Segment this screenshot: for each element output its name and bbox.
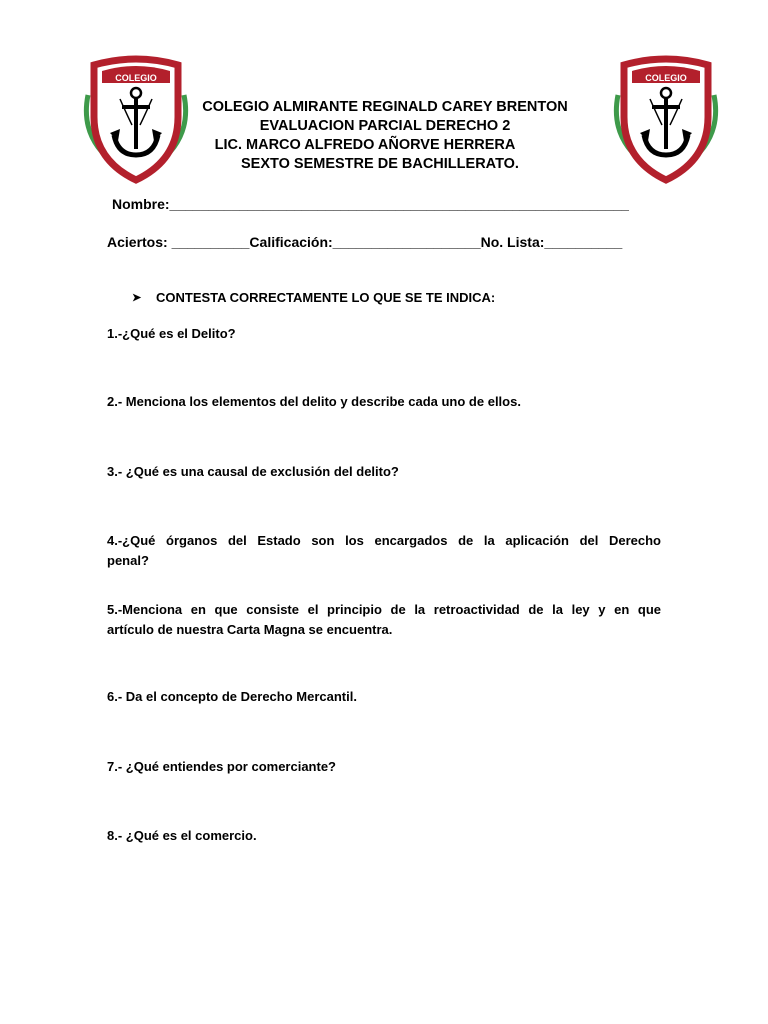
arrow-bullet-icon: ➤ — [132, 292, 142, 304]
question-8: 8.- ¿Qué es el comercio. — [107, 828, 257, 843]
question-4-line-1: 4.-¿Qué órganos del Estado son los encargados de la aplicación del Derecho — [107, 533, 661, 548]
instruction — [132, 290, 495, 305]
question-5-line-2: artículo de nuestra Carta Magna se encuentra. — [107, 622, 393, 637]
question-7: 7.- ¿Qué entiendes por comerciante? — [107, 759, 336, 774]
semester-label: SEXTO SEMESTRE DE BACHILLERATO. — [241, 156, 519, 172]
question-4-line-2: penal? — [107, 553, 149, 568]
crest-label: COLEGIO — [645, 73, 687, 83]
exam-title: EVALUACION PARCIAL DERECHO 2 — [259, 118, 511, 134]
question-5-line-1: 5.-Menciona en que consiste el principio de la retroactividad de la ley y en que — [107, 602, 661, 617]
score-fields[interactable]: Aciertos: __________Calificación:___________________No. Lista:__________ — [107, 234, 623, 250]
question-3: 3.- ¿Qué es una causal de exclusión del delito? — [107, 464, 399, 479]
school-name: COLEGIO ALMIRANTE REGINALD CAREY BRENTON — [202, 99, 568, 115]
question-2: 2.- Menciona los elementos del delito y describe cada uno de ellos. — [107, 394, 521, 409]
school-crest-right — [610, 55, 722, 185]
question-6: 6.- Da el concepto de Derecho Mercantil. — [107, 689, 357, 704]
question-5 — [107, 600, 661, 640]
document-header — [170, 98, 600, 174]
name-field[interactable]: Nombre:___________________________________________________________ — [112, 196, 629, 212]
question-4 — [107, 531, 661, 571]
instruction-text: CONTESTA CORRECTAMENTE LO QUE SE TE INDICA: — [156, 290, 496, 305]
crest-label: COLEGIO — [115, 73, 157, 83]
question-1: 1.-¿Qué es el Delito? — [107, 326, 236, 341]
teacher-name: LIC. MARCO ALFREDO AÑORVE HERRERA — [214, 137, 516, 153]
